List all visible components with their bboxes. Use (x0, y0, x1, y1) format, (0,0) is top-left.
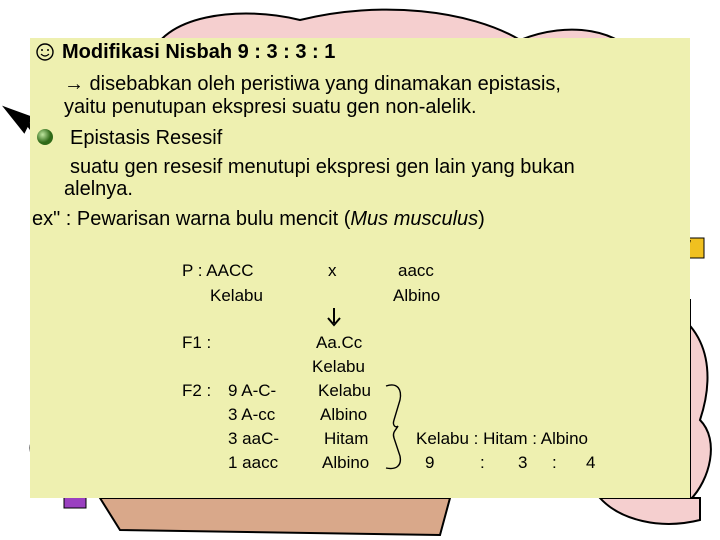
f1-genotype: Aa.Cc (316, 333, 363, 352)
ratio-separator: : (480, 453, 485, 472)
ratio-labels: Kelabu : Hitam : Albino (416, 429, 588, 448)
example-prefix: ex" : Pewarisan warna bulu mencit ( (32, 208, 351, 230)
f1-phenotype: Kelabu (312, 357, 365, 376)
parent-left-phenotype: Kelabu (210, 286, 263, 305)
f2-phenotype: Kelabu (318, 381, 371, 400)
parent-right-genotype: aacc (398, 261, 434, 280)
bullet-text-line: yaitu penutupan ekspresi suatu gen non-alelik. (64, 96, 477, 118)
sub-heading: Epistasis Resesif (70, 127, 223, 149)
ratio-value: 9 (425, 453, 435, 472)
parent-left-genotype: P : AACC (182, 261, 254, 280)
f1-label: F1 : (182, 333, 212, 352)
example-species: Mus musculus (350, 208, 479, 230)
f2-genotype: 3 aaC- (228, 429, 280, 448)
f2-genotype: 9 A-C- (228, 381, 277, 400)
f2-phenotype: Hitam (324, 429, 369, 448)
bullet-text-line: → disebabkan oleh peristiwa yang dinamakan epistasis, (64, 73, 561, 95)
green-sphere-icon (36, 128, 54, 146)
down-arrow-icon (326, 307, 342, 327)
parent-right-phenotype: Albino (393, 286, 441, 305)
example-line (32, 208, 485, 230)
pink-scroll-shape (600, 498, 700, 524)
sub-text-line: suatu gen resesif menutupi ekspresi gen lain yang bukan (70, 156, 575, 178)
f2-phenotype: Albino (320, 405, 368, 424)
example-suffix: ) (478, 208, 485, 230)
smiley-icon (35, 42, 55, 62)
ratio-separator: : (552, 453, 557, 472)
ratio-value: 4 (586, 453, 596, 472)
f2-genotype: 3 A-cc (228, 405, 276, 424)
cross-symbol: x (328, 261, 337, 280)
brown-base-shape (100, 498, 450, 535)
grouping-brace (384, 380, 414, 472)
ratio-value: 3 (518, 453, 528, 472)
sub-text-line: alelnya. (64, 178, 133, 200)
f2-genotype: 1 aacc (228, 453, 279, 472)
f2-label: F2 : (182, 381, 212, 400)
slide-heading: Modifikasi Nisbah 9 : 3 : 3 : 1 (62, 41, 336, 63)
f2-phenotype: Albino (322, 453, 370, 472)
